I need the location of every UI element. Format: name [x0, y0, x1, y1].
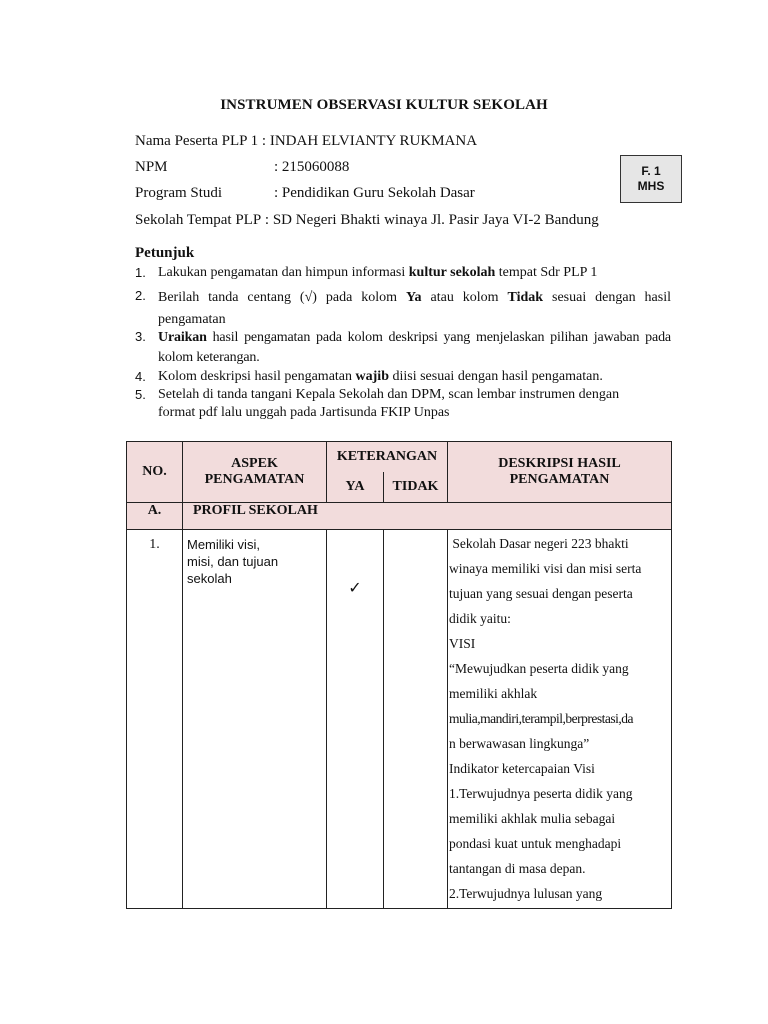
section-row	[127, 503, 672, 530]
header-deskripsi	[448, 442, 672, 503]
instruction-number: 3.	[135, 329, 146, 344]
row-tidak	[384, 530, 448, 909]
table-header-row	[127, 442, 672, 473]
aspek-line: Memiliki visi,	[187, 537, 260, 552]
deskripsi-line: winaya memiliki visi dan misi serta	[449, 561, 642, 576]
deskripsi-line: 1.Terwujudnya peserta didik yang	[449, 786, 633, 801]
deskripsi-line: “Mewujudkan peserta didik yang	[449, 661, 629, 676]
form-code-badge	[620, 155, 682, 203]
header-deskripsi-line2: PENGAMATAN	[509, 472, 610, 487]
instruction-bold: Tidak	[507, 290, 544, 305]
deskripsi-line: tantangan di masa depan.	[449, 861, 586, 876]
deskripsi-line: didik yaitu:	[449, 611, 511, 626]
instruction-item-2	[135, 287, 671, 331]
header-ya: YA	[327, 472, 384, 503]
table-row	[127, 530, 672, 909]
prodi-value: : Pendidikan Guru Sekolah Dasar	[274, 185, 475, 201]
badge-line1: F. 1	[641, 164, 661, 178]
instruction-text: Setelah di tanda tangani Kepala Sekolah dan DPM, scan lembar instrumen dengan format pdf lalu unggah pada Jartisunda FKIP Unpas	[158, 387, 620, 420]
header-no: NO.	[127, 442, 183, 503]
sekolah-value: : SD Negeri Bhakti winaya Jl. Pasir Jaya VI-2 Bandung	[264, 212, 599, 228]
deskripsi-line: 2.Terwujudnya lulusan yang	[449, 886, 603, 901]
header-aspek-line1: ASPEK	[231, 456, 278, 471]
deskripsi-line: pondasi kuat untuk menghadapi	[449, 836, 622, 851]
deskripsi-line: memiliki akhlak	[449, 686, 538, 701]
header-aspek	[183, 442, 327, 503]
instruction-text: atau kolom	[421, 290, 508, 305]
document-title: INSTRUMEN OBSERVASI KULTUR SEKOLAH	[220, 97, 548, 113]
deskripsi-line: tujuan yang sesuai dengan peserta	[449, 586, 633, 601]
prodi-label: Program Studi	[135, 185, 223, 201]
info-prodi	[135, 185, 475, 202]
instruction-number: 4.	[135, 369, 146, 384]
nama-value: : INDAH ELVIANTY RUKMANA	[261, 133, 478, 149]
npm-value: : 215060088	[274, 159, 350, 175]
nama-label: Nama Peserta PLP 1	[135, 133, 259, 149]
row-deskripsi	[448, 530, 672, 909]
aspek-line: sekolah	[187, 571, 232, 586]
instruction-text: hasil pengamatan pada kolom deskripsi yang menjelaskan pilihan jawaban pada kolom keterangan.	[158, 330, 671, 365]
deskripsi-line: memiliki akhlak mulia sebagai	[449, 811, 616, 826]
instruction-text: Berilah tanda centang (√) pada kolom	[158, 290, 406, 305]
instruction-text: sesuai dengan hasil pengamatan	[158, 290, 671, 327]
row-number: 1.	[127, 530, 183, 909]
info-sekolah	[135, 212, 599, 229]
info-nama	[135, 133, 477, 150]
row-ya-checkmark: ✓	[327, 530, 384, 909]
instruction-number: 1.	[135, 265, 146, 280]
header-tidak: TIDAK	[384, 472, 448, 503]
deskripsi-line: n berwawasan lingkunga”	[449, 736, 590, 751]
aspek-line: misi, dan tujuan	[187, 554, 279, 569]
instruction-bold: kultur sekolah	[408, 265, 496, 280]
instruction-number: 5.	[135, 387, 146, 402]
instruction-number: 2.	[135, 288, 146, 303]
deskripsi-line: Indikator ketercapaian Visi	[449, 761, 595, 776]
sekolah-label: Sekolah Tempat PLP	[135, 212, 262, 228]
instruction-text: Lakukan pengamatan dan himpun informasi	[158, 265, 409, 280]
instruction-item-5	[135, 386, 671, 422]
header-keterangan: KETERANGAN	[327, 442, 448, 473]
info-npm	[135, 159, 350, 176]
header-aspek-line2: PENGAMATAN	[204, 472, 305, 487]
instruction-text: tempat Sdr PLP 1	[495, 265, 598, 280]
section-number: A.	[127, 503, 183, 530]
instruction-bold: wajib	[355, 369, 389, 384]
instruction-item-4	[135, 368, 671, 386]
deskripsi-line: Sekolah Dasar negeri 223 bhakti	[449, 536, 629, 551]
deskripsi-line: mulia,mandiri,terampil,berprestasi,da	[449, 711, 633, 726]
instruction-bold: Uraikan	[158, 330, 207, 345]
npm-label: NPM	[135, 159, 168, 175]
instruction-bold: Ya	[405, 290, 422, 305]
badge-line2: MHS	[637, 179, 665, 193]
instruction-item-1	[135, 264, 671, 282]
row-aspek	[183, 530, 327, 909]
header-deskripsi-line1: DESKRIPSI HASIL	[498, 456, 621, 471]
observation-table	[126, 441, 672, 909]
petunjuk-title: Petunjuk	[135, 245, 195, 261]
instruction-item-3	[135, 328, 671, 368]
instruction-text: Kolom deskripsi hasil pengamatan	[158, 369, 356, 384]
deskripsi-line: VISI	[449, 636, 476, 651]
section-title: PROFIL SEKOLAH	[183, 503, 672, 530]
instruction-text: diisi sesuai dengan hasil pengamatan.	[388, 369, 603, 384]
